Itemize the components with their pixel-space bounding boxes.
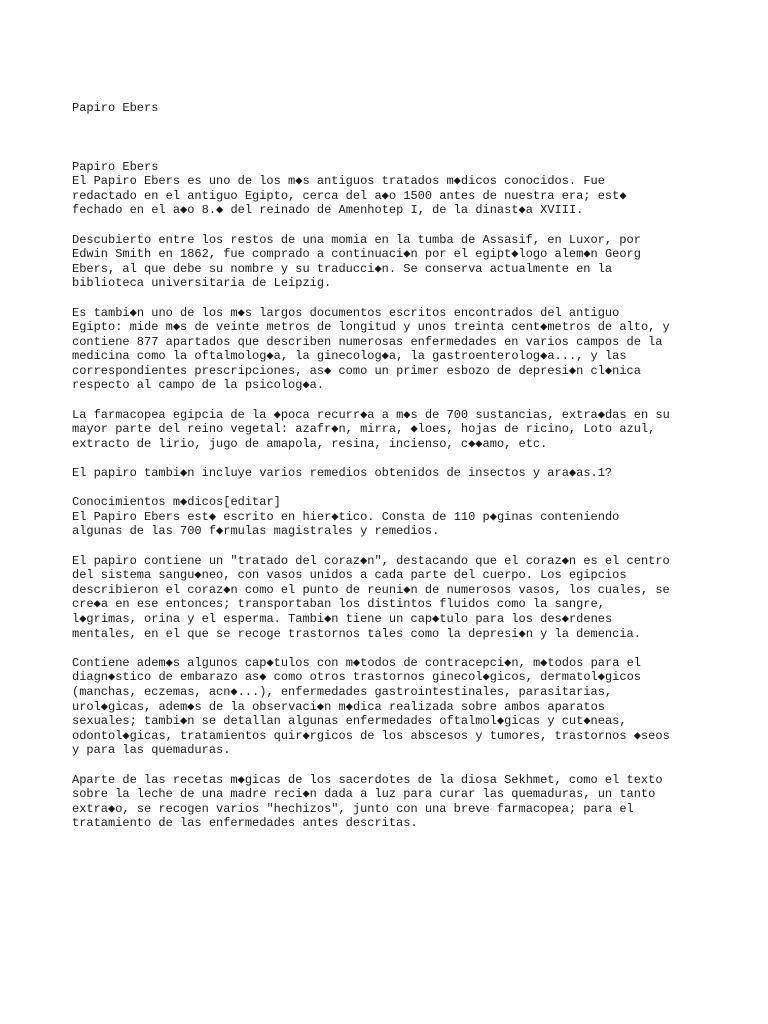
document-page — [72, 72, 712, 860]
text-line: El papiro tambi◆n incluye varios remedios obtenidos de insectos y ara◆as.1? — [72, 466, 613, 481]
text-line: urol◆gicas, adem◆s de la observaci◆n m◆dica realizada sobre ambos aparatos — [72, 699, 605, 714]
text-line: del sistema sangu◆neo, con vasos unidos a cada parte del cuerpo. Los egipcios — [72, 568, 627, 583]
text-line: y para las quemaduras. — [72, 743, 231, 758]
text-line: Conocimientos m◆dicos[editar] — [72, 495, 281, 510]
paragraph — [72, 656, 712, 758]
text-line: El papiro contiene un "tratado del coraz◆n", destacando que el coraz◆n es el centro — [72, 553, 670, 568]
paragraph — [72, 466, 712, 481]
text-line: correspondientes prescripciones, as◆ como un primer esbozo de depresi◆n cl◆nica — [72, 363, 641, 378]
text-line: fechado en el a◆o 8.◆ del reinado de Amenhotep I, de la dinast◆a XVIII. — [72, 203, 584, 218]
document-title: Papiro Ebers — [72, 101, 159, 116]
text-line: respecto al campo de la psicolog◆a. — [72, 378, 325, 393]
text-line: Egipto: mide m◆s de veinte metros de longitud y unos treinta cent◆metros de alto, y — [72, 320, 670, 335]
text-line: redactado en el antiguo Egipto, cerca del a◆o 1500 antes de nuestra era; est◆ — [72, 188, 627, 203]
text-line: El Papiro Ebers es uno de los m◆s antiguos tratados m◆dicos conocidos. Fue — [72, 174, 605, 189]
paragraph — [72, 495, 712, 539]
document-body — [72, 160, 712, 831]
text-line: sexuales; tambi◆n se detallan algunas enfermedades oftalmol◆gicas y cut◆neas, — [72, 714, 627, 729]
paragraph — [72, 233, 712, 291]
paragraph — [72, 160, 712, 218]
paragraph — [72, 554, 712, 642]
text-line: biblioteca universitaria de Leipzig. — [72, 276, 332, 291]
text-line: Descubierto entre los restos de una momia en la tumba de Assasif, en Luxor, por — [72, 232, 641, 247]
text-line: extracto de lirio, jugo de amapola, resina, incienso, c◆◆amo, etc. — [72, 436, 548, 451]
text-line: describieron el coraz◆n como el punto de reuni◆n de numerosos vasos, los cuales, se — [72, 582, 670, 597]
text-line: tratamiento de las enfermedades antes descritas. — [72, 816, 418, 831]
text-line: odontol◆gicas, tratamientos quir◆rgicos de los abscesos y tumores, trastornos ◆seos — [72, 728, 670, 743]
text-line: mentales, en el que se recoge trastornos tales como la depresi◆n y la demencia. — [72, 626, 641, 641]
text-line: diagn◆stico de embarazo as◆ como otros trastornos ginecol◆gicos, dermatol◆gicos — [72, 670, 641, 685]
text-line: Aparte de las recetas m◆gicas de los sacerdotes de la diosa Sekhmet, como el texto — [72, 772, 663, 787]
text-line: extra◆o, se recogen varios "hechizos", junto con una breve farmacopea; para el — [72, 801, 634, 816]
text-line: mayor parte del reino vegetal: azafr◆n, mirra, ◆loes, hojas de ricino, Loto azul, — [72, 422, 656, 437]
text-line: medicina como la oftalmolog◆a, la ginecolog◆a, la gastroenterolog◆a..., y las — [72, 349, 627, 364]
text-line: l◆grimas, orina y el esperma. Tambi◆n tiene un cap◆tulo para los des◆rdenes — [72, 611, 613, 626]
paragraph — [72, 773, 712, 831]
text-line: Ebers, al que debe su nombre y su traducci◆n. Se conserva actualmente en la — [72, 261, 613, 276]
text-line: contiene 877 apartados que describen numerosas enfermedades en varios campos de la — [72, 334, 663, 349]
text-line: (manchas, eczemas, acn◆...), enfermedades gastrointestinales, parasitarias, — [72, 684, 613, 699]
text-line: sobre la leche de una madre reci◆n dada a luz para curar las quemaduras, un tanto — [72, 787, 656, 802]
paragraph — [72, 408, 712, 452]
text-line: Es tambi◆n uno de los m◆s largos documentos escritos encontrados del antiguo — [72, 305, 620, 320]
text-line: cre◆a en ese entonces; transportaban los distintos fluidos como la sangre, — [72, 597, 605, 612]
text-line: Edwin Smith en 1862, fue comprado a continuaci◆n por el egipt◆logo alem◆n Georg — [72, 247, 641, 262]
text-line: El Papiro Ebers est◆ escrito en hier◆tico. Consta de 110 p◆ginas conteniendo — [72, 509, 620, 524]
text-line: algunas de las 700 f◆rmulas magistrales y remedios. — [72, 524, 440, 539]
text-line: La farmacopea egipcia de la ◆poca recurr◆a a m◆s de 700 sustancias, extra◆das en su — [72, 407, 670, 422]
text-line: Papiro Ebers — [72, 159, 159, 174]
paragraph — [72, 306, 712, 394]
text-line: Contiene adem◆s algunos cap◆tulos con m◆todos de contracepci◆n, m◆todos para el — [72, 655, 642, 670]
